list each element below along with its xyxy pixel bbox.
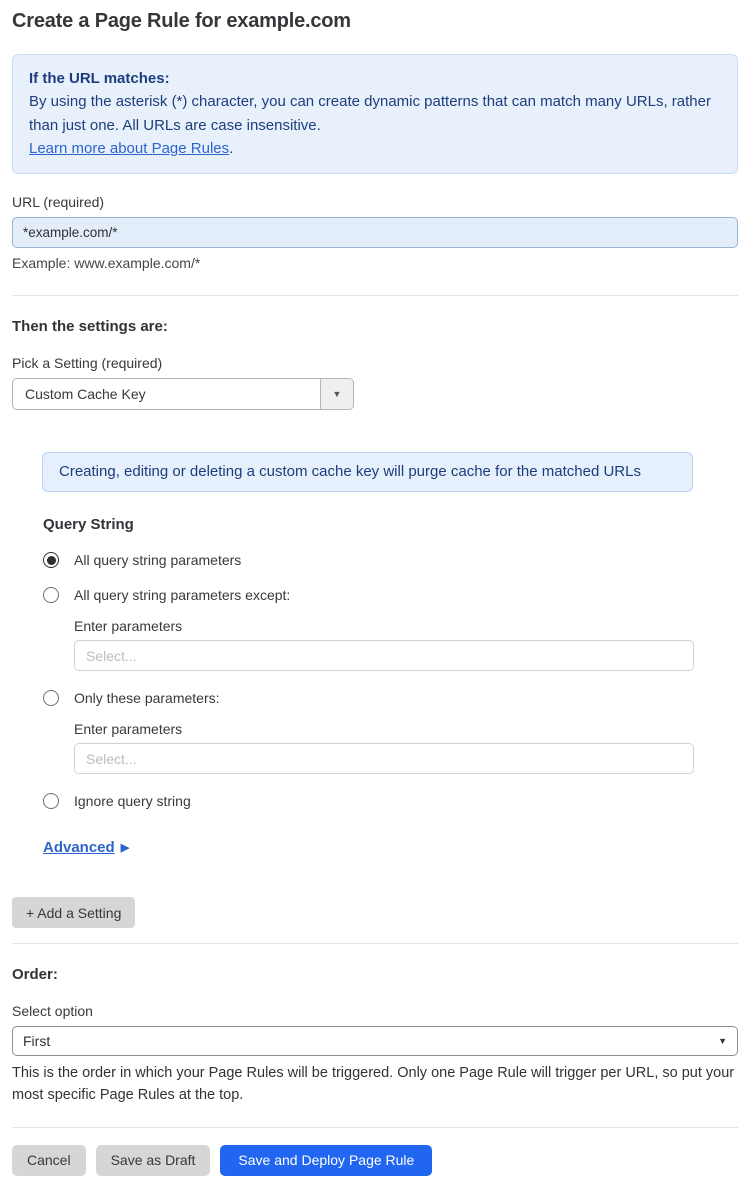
cache-key-warning-banner: Creating, editing or deleting a custom cache key will purge cache for the matched URLs bbox=[42, 452, 693, 492]
radio-only-these-parameters[interactable] bbox=[43, 690, 738, 706]
divider bbox=[12, 295, 738, 296]
radio-label: Ignore query string bbox=[74, 793, 191, 810]
info-box-body: By using the asterisk (*) character, you can create dynamic patterns that can match many URLs, rather than just one. All URLs are case insensitive. bbox=[29, 93, 711, 134]
url-label: URL (required) bbox=[12, 194, 105, 210]
query-string-heading: Query String bbox=[43, 516, 134, 534]
only-parameters-input[interactable] bbox=[74, 743, 694, 774]
save-draft-button[interactable]: Save as Draft bbox=[96, 1145, 211, 1176]
except-parameters-input[interactable] bbox=[74, 640, 694, 671]
radio-button-icon[interactable] bbox=[43, 587, 59, 603]
except-parameters-block bbox=[74, 618, 738, 671]
url-match-info-box bbox=[12, 54, 738, 174]
divider bbox=[12, 1127, 738, 1128]
divider bbox=[12, 943, 738, 944]
order-select-value: First bbox=[23, 1033, 51, 1050]
query-string-section bbox=[43, 516, 738, 857]
chevron-down-icon: ▼ bbox=[320, 379, 353, 409]
order-heading: Order: bbox=[12, 966, 58, 984]
radio-button-icon[interactable] bbox=[43, 690, 59, 706]
radio-button-icon[interactable] bbox=[43, 552, 59, 568]
setting-select-value: Custom Cache Key bbox=[25, 386, 146, 402]
info-box-link-row bbox=[29, 137, 721, 160]
order-select-label: Select option bbox=[12, 1003, 93, 1020]
enter-parameters-label: Enter parameters bbox=[74, 618, 183, 635]
chevron-down-icon: ▼ bbox=[718, 1036, 727, 1047]
learn-more-link[interactable]: Learn more about Page Rules bbox=[29, 139, 230, 157]
footer-actions bbox=[12, 1145, 738, 1176]
pick-setting-label: Pick a Setting (required) bbox=[12, 355, 163, 371]
url-example-hint: Example: www.example.com/* bbox=[12, 255, 201, 271]
only-parameters-block bbox=[74, 721, 738, 774]
order-select[interactable] bbox=[12, 1026, 738, 1056]
triangle-right-icon: ▶ bbox=[120, 842, 130, 855]
advanced-link-label: Advanced bbox=[43, 839, 115, 857]
page-title: Create a Page Rule for example.com bbox=[12, 10, 351, 32]
enter-parameters-label: Enter parameters bbox=[74, 721, 183, 738]
settings-heading: Then the settings are: bbox=[12, 318, 168, 335]
advanced-link[interactable] bbox=[43, 839, 129, 856]
add-setting-button[interactable]: + Add a Setting bbox=[12, 897, 135, 928]
setting-select[interactable] bbox=[12, 378, 354, 410]
radio-ignore-query-string[interactable] bbox=[43, 793, 738, 809]
cancel-button[interactable]: Cancel bbox=[12, 1145, 86, 1176]
save-deploy-button[interactable]: Save and Deploy Page Rule bbox=[220, 1145, 432, 1176]
create-page-rule-form bbox=[12, 10, 738, 1176]
radio-button-icon[interactable] bbox=[43, 793, 59, 809]
link-suffix: . bbox=[229, 139, 234, 157]
order-description: This is the order in which your Page Rules will be triggered. Only one Page Rule will trigger per URL, so put your most specific Page Rules at the top. bbox=[12, 1065, 735, 1103]
info-box-heading: If the URL matches: bbox=[29, 70, 170, 87]
radio-label: Only these parameters: bbox=[74, 690, 220, 707]
radio-label: All query string parameters except: bbox=[74, 587, 291, 604]
radio-label: All query string parameters bbox=[74, 552, 242, 569]
url-input[interactable] bbox=[12, 217, 738, 248]
radio-all-parameters-except[interactable] bbox=[43, 587, 738, 603]
radio-all-query-string-parameters[interactable] bbox=[43, 552, 738, 568]
